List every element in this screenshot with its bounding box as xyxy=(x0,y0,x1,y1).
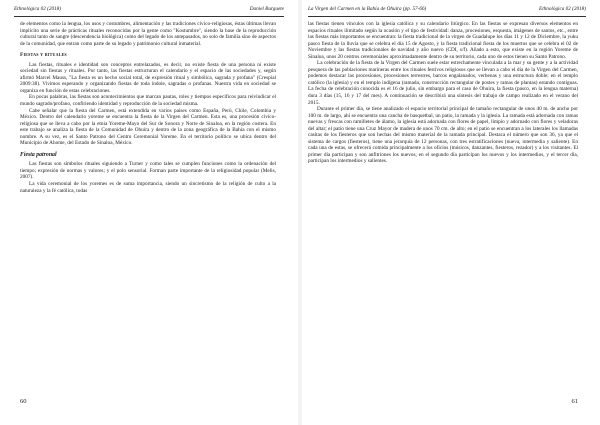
paragraph: Cabe señalar que la fiesta del Carmen, está extendida en varios países como España, Perú, Chile, Colombia y México. Dentro del calendario yoreme se encuentra la fiesta de la Virgen del Carmen. Esta es, una procesión cívico-religiosa que se lleva a cabo por la etnia Yoreme-Mayo del Sur de Sonora y Norte de Sinaloa, en la región costera. En este trabajo se analiza la fiesta de la Comunidad de Ohuira y dentro de la zona geográfica de la Bahía con el mismo nombre. A su vez, es el Santo Patrono del Centro Ceremonial Yoreme. En el territorio político se ubica dentro del Municipio de Ahome, del Estado de Sinaloa, México. xyxy=(20,107,276,147)
subheading: Fiesta patronal xyxy=(20,151,57,158)
left-page xyxy=(0,0,298,425)
journal-name: Ethnológica 02 (2018) xyxy=(539,6,586,12)
paragraph: Las fiestas son símbolos rituales siguiendo a Turner y como tales se cumplen funciones como la ordenación del tiempo; expresión de normas y valores; y el polo sensorial. Forman parte importante de la religiosidad popular (Melis, 2007). xyxy=(20,161,276,181)
paragraph: Las fiestas, rituales e identidad son conceptos entrelazados, es decir, no existe fiesta de una persona ni existe sociedad sin fiestas y rituales. Por tanto, las fiestas estructuran el calendario y el espacio de las sociedades y, según afirmó Marcel Mauss, "La fiesta es un hecho social total, de expresión ritual y simbólica, sagrada y profana" (Crespial 2009:38). Vivimos esperando y organizando fiestas de toda índole, sagradas o profanas. Nuestra vida en sociedad se organiza en función de estas celebraciones. xyxy=(20,61,276,94)
header-rule xyxy=(14,16,284,17)
left-running-head xyxy=(14,6,284,16)
paragraph: La celebración de la fiesta de la Virgen del Carmen suele estar estrechamente vinculada a la mar y su gente y a la actividad pesquera de las poblaciones marineras entre los rituales festivos religiosos que se llevan a cabo el día de la Virgen del Carmen, podemos destacar las procesiones, procesiones terrestres, barcos engalanados, verbenas y una estructura doble; en el templo católico (la iglesia) y en el templo indígena (ramada, construcción rectangular de postes y ramas de plantas) estando contiguas. La fecha de celebración conocida es el 16 de julio, sin embargo para el caso de Ohuira, la fiesta (pasco, en la lengua materna) dura 3 días (15, 16 y 17 del mes). A continuación se describirá una síntesis del trabajo de campo realizado en el verano del 2015. xyxy=(308,60,578,106)
right-page xyxy=(302,0,600,425)
paragraph: Durante el primer día, se tiene analizado el espacio territorial principal de tamaño rectangular de unos 40 m. de ancho por 100 m. de largo, ahí se encuentra una cancha de basquetbal, un patio, la ramada y la iglesia. La ramada está adornada con ramas nuevas y frescas con ramilletes de álamo, la iglesia está adornada con flores de papel, limpio y adornado con flores y veladoras del altar; el patio tiene una Cruz Mayor de madera de unos 70 cm. de alto; en el patio se encuentran a los laterales los llamadas casitas de los fiesteros que son hechas del mismo material de la ramada principal. Destaca el número que son 36, ya que el sistema de cargos (fiesteros), tiene una jerarquía de 12 personas, con tres estratificaciones (nueva, intermedia y saliente). En cada una de estas, se ofrecerá comida principalmente a los oficios (músicos, danzantes, fiesteros, rezador) y a los visitantes. El primer día participan y son anfitriones los nuevos, en el segundo día participan los nuevos y los intermedios, y el tercer día, participan los intermedios y salientes. xyxy=(308,106,578,165)
page-number: 60 xyxy=(20,398,27,405)
section-heading: Fiestas y rituales xyxy=(20,52,67,59)
left-body-text xyxy=(20,21,276,194)
journal-name: Ethnológica 02 (2018) xyxy=(14,6,61,12)
right-body-text xyxy=(308,21,578,165)
author-name: Daniel Burguete xyxy=(249,6,284,12)
header-rule xyxy=(308,16,586,17)
page-number: 61 xyxy=(571,398,578,405)
paragraph: las fiestas tienen vínculos con la iglesia católica y su calendario litúrgico. En las fiestas se expresan diversos elementos en espacios rituales ilimitado según la ocasión y el tipo de festividad: danza, procesiones, esquesta, imágenes de santos, etc., entre las fiestas más importantes se encuentran: la fiesta tradicional de la virgen de Guadalupe los días 11 y 12 de Diciembre, la yuku pasco fiesta de la lluvia que se celebra el día 15 de Agosto, y la fiesta tradicional fiesta de los muertos que se celebra el 02 de Noviembre y las fiestas tradicionales de navidad y año nuevo (CDI, s/f). Añado a esto, que existe en la región Yoreme de Sinaloa, unos 20 centros ceremoniales aproximadamente dentro de su territorio, cada uno de estos tienen su Santo Patrono. xyxy=(308,21,578,60)
paragraph: En pocas palabras, las fiestas son acontecimientos que marcan pautas, roles y tiempos específicos para reivindicar el mundo sagrado/profano, confiriendo identidad y reproducción de la sociedad misma. xyxy=(20,94,276,108)
right-running-head xyxy=(308,6,586,16)
article-title: La Virgen del Carmen en la Bahía de Ohuira (pp. 57-66) xyxy=(308,6,427,12)
paragraph: de elementos como la lengua, los usos y costumbres, alimentación y las tradiciones cívico-religiosas, éstas últimas llevan implícito una serie de prácticas rituales reconocidas por la gente como "Kostumbre", siendo la base de la reproducción cultural tanto de sangre (descendencia biológica) como del legado de los antepasados, no solo de familia sino de aspectos de la comunidad, que entran como parte de su legado y patrimonio cultural inmaterial. xyxy=(20,21,276,47)
paragraph: La vida ceremonial de los yoremes es de suma importancia, siendo un sincretismo de la religión de culto a la naturaleza y la fé católica, todas xyxy=(20,181,276,194)
